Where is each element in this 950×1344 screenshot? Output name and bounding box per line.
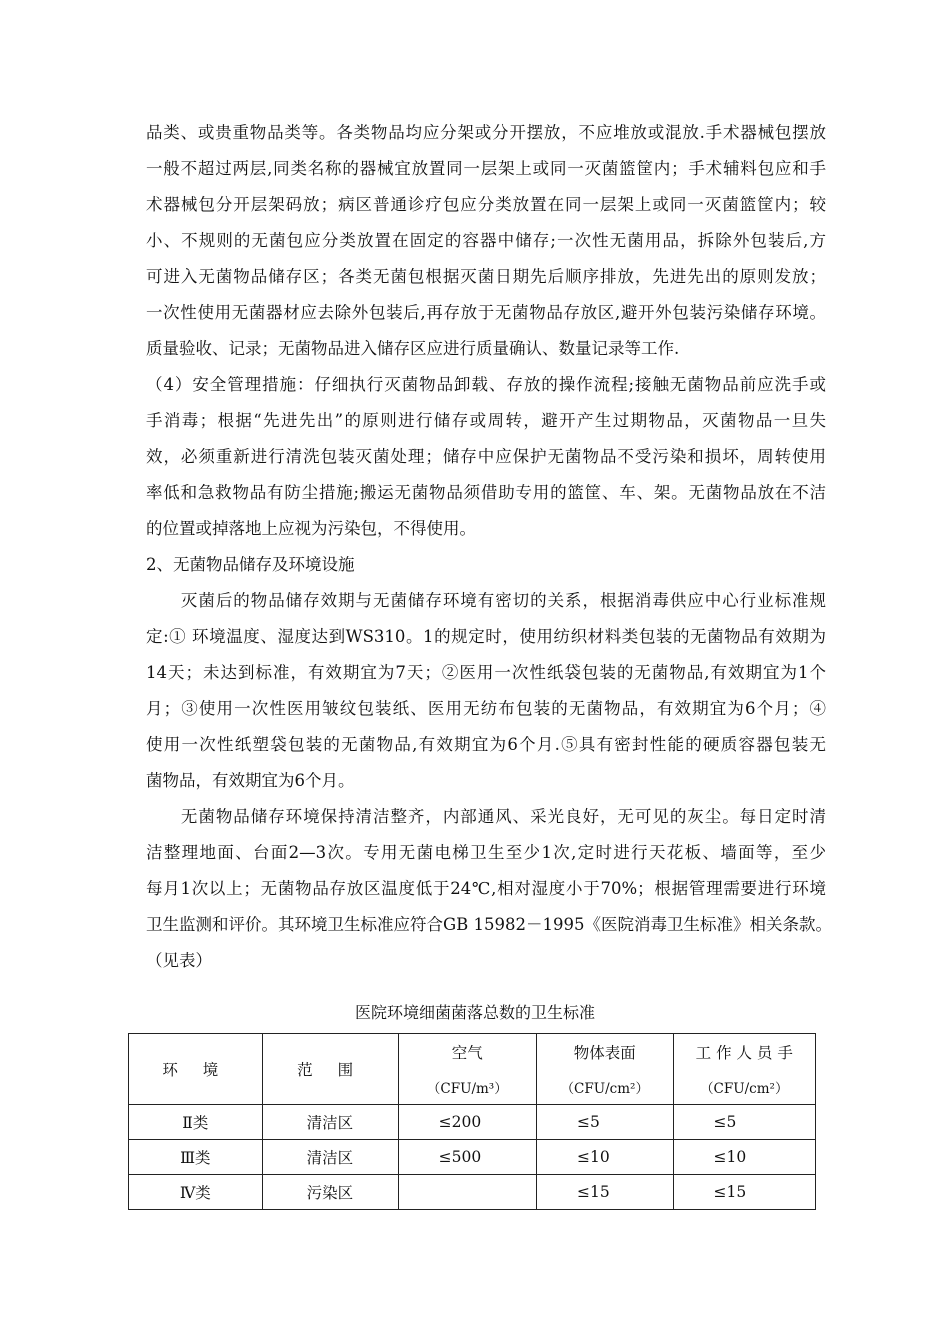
hygiene-standard-table: [128, 1033, 816, 1210]
cell-range: 清洁区: [262, 1140, 398, 1175]
paragraph-line: 效，必须重新进行清洗包装灭菌处理；储存中应保护无菌物品不受污染和损坏，周转使用: [146, 447, 826, 466]
cell-range: 污染区: [262, 1175, 398, 1210]
paragraph-line: 率低和急救物品有防尘措施;搬运无菌物品须借助专用的篮筐、车、架。无菌物品放在不洁: [146, 483, 826, 502]
header-surface-unit: （CFU/cm²）: [560, 1081, 649, 1097]
cell-air: [398, 1175, 536, 1210]
paragraph-line: 14天；未达到标准，有效期宜为7天；②医用一次性纸袋包装的无菌物品,有效期宜为1个: [146, 663, 826, 682]
paragraph-line: 卫生监测和评价。其环境卫生标准应符合GB 15982－1995《医院消毒卫生标准》相关条款。: [146, 915, 833, 934]
header-hands-unit: （CFU/cm²）: [700, 1081, 789, 1097]
paragraph-line: 洁整理地面、台面2—3次。专用无菌电梯卫生至少1次,定时进行天花板、墙面等，至少: [146, 843, 826, 862]
header-hands: 工 作 人 员 手 （CFU/cm²）: [673, 1034, 815, 1105]
paragraph-line: 的位置或掉落地上应视为污染包，不得使用。: [146, 519, 476, 538]
cell-surface: ≤5: [537, 1105, 674, 1140]
paragraph-line: 使用一次性纸塑袋包装的无菌物品,有效期宜为6个月.⑤具有密封性能的硬质容器包装无: [146, 735, 826, 754]
cell-env: Ⅲ类: [129, 1140, 263, 1175]
paragraph-line: 可进入无菌物品储存区；各类无菌包根据灭菌日期先后顺序排放，先进先出的原则发放；: [146, 267, 826, 286]
paragraph-line: 一次性使用无菌器材应去除外包装后,再存放于无菌物品存放区,避开外包装污染储存环境。: [146, 303, 826, 322]
paragraph-line: 菌物品，有效期宜为6个月。: [146, 771, 355, 790]
header-range: 范 围: [262, 1034, 398, 1105]
cell-hands: ≤15: [673, 1175, 815, 1210]
table-caption: 医院环境细菌菌落总数的卫生标准: [354, 1003, 595, 1022]
paragraph-line: （4）安全管理措施：仔细执行灭菌物品卸载、存放的操作流程;接触无菌物品前应洗手或: [146, 375, 826, 394]
paragraph-line: 一般不超过两层,同类名称的器械宜放置同一层架上或同一灭菌篮筐内；手术辅料包应和手: [146, 159, 826, 178]
cell-air: ≤500: [398, 1140, 536, 1175]
table-header-row: [129, 1034, 816, 1105]
table-row: [129, 1105, 816, 1140]
header-env: 环 境: [129, 1034, 263, 1105]
cell-env: Ⅳ类: [129, 1175, 263, 1210]
paragraph-line: 术器械包分开层架码放；病区普通诊疗包应分类放置在同一层架上或同一灭菌篮筐内；较: [146, 195, 826, 214]
cell-hands: ≤10: [673, 1140, 815, 1175]
paragraph-line: 质量验收、记录；无菌物品进入储存区应进行质量确认、数量记录等工作.: [146, 339, 680, 358]
table-row: [129, 1175, 816, 1210]
paragraph-line: 灭菌后的物品储存效期与无菌储存环境有密切的关系，根据消毒供应中心行业标准规: [146, 591, 826, 610]
paragraph-line: 定:① 环境温度、湿度达到WS310。1的规定时，使用纺织材料类包装的无菌物品有效期为: [146, 627, 826, 646]
paragraph-line: 小、不规则的无菌包应分类放置在固定的容器中储存;一次性无菌用品，拆除外包装后,方: [146, 231, 826, 250]
paragraph-line: 无菌物品储存环境保持清洁整齐，内部通风、采光良好，无可见的灰尘。每日定时清: [146, 807, 826, 826]
paragraph-line: 手消毒；根据“先进先出”的原则进行储存或周转，避开产生过期物品，灭菌物品一旦失: [146, 411, 826, 430]
cell-surface: ≤15: [537, 1175, 674, 1210]
cell-surface: ≤10: [537, 1140, 674, 1175]
paragraph-line: 月；③使用一次性医用皱纹包装纸、医用无纺布包装的无菌物品，有效期宜为6个月；④: [146, 699, 826, 718]
paragraph-line: （见表）: [146, 951, 212, 970]
table-row: [129, 1140, 816, 1175]
cell-hands: ≤5: [673, 1105, 815, 1140]
cell-air: ≤200: [398, 1105, 536, 1140]
cell-range: 清洁区: [262, 1105, 398, 1140]
header-air-unit: （CFU/m³）: [426, 1081, 508, 1097]
paragraph-line: 每月1次以上；无菌物品存放区温度低于24℃,相对湿度小于70%；根据管理需要进行环境: [146, 879, 826, 898]
cell-env: Ⅱ类: [129, 1105, 263, 1140]
header-air: 空气 （CFU/m³）: [398, 1034, 536, 1105]
paragraph-line: 品类、或贵重物品类等。各类物品均应分架或分开摆放，不应堆放或混放.手术器械包摆放: [146, 123, 826, 142]
section-heading: 2、无菌物品储存及环境设施: [146, 555, 355, 574]
header-surface: 物体表面 （CFU/cm²）: [537, 1034, 674, 1105]
